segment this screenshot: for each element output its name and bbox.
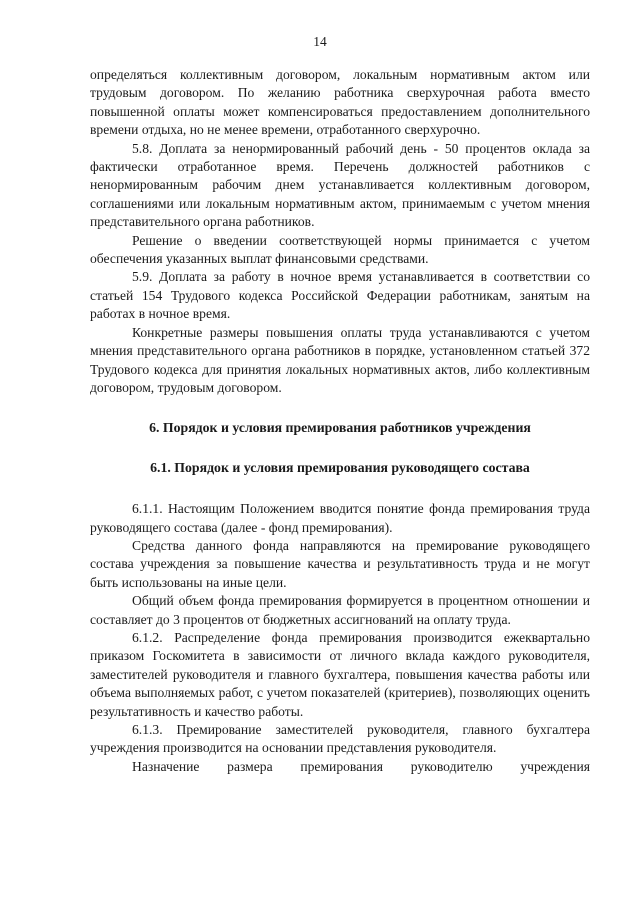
subsection-heading: 6.1. Порядок и условия премирования руководящего состава [150,459,530,475]
paragraph: Конкретные размеры повышения оплаты труда устанавливаются с учетом мнения представительного органа работников в порядке, установленном статьей 372 Трудового кодекса для принятия локальных нормативных актов, либо коллективным договором, трудовым договором. [90,324,590,395]
document-body [90,66,590,776]
paragraph: 6.1.2. Распределение фонда премирования производится ежеквартально приказом Госкомитета в зависимости от личного вклада каждого руководителя, заместителей руководителя и главного бухгалтера, повышения качества работы или объема выполняемых работ, с учетом показателей (критериев), позволяющих оценить результативность и качество работы. [90,629,590,719]
paragraph: 6.1.3. Премирование заместителей руководителя, главного бухгалтера учреждения производится на основании представления руководителя. [90,722,590,756]
paragraph: Средства данного фонда направляются на премирование руководящего состава учреждения за повышение качества и результативность труда и не могут быть использованы на иные цели. [90,537,590,590]
paragraph-group-bottom [90,500,590,776]
paragraph: Назначение размера премирования руководителю учреждения [132,758,590,774]
paragraph: определяться коллективным договором, локальным нормативным актом или трудовым договором. По желанию работника сверхурочная работа вместо повышенной оплаты может компенсироваться предоставлением дополнительного времени отдыха, но не менее времени, отработанного сверхурочно. [90,67,590,138]
page-number: 14 [313,34,327,49]
paragraph: 5.8. Доплата за ненормированный рабочий день - 50 процентов оклада за фактически отработанное время. Перечень должностей работников с ненормированным рабочим днем устанавливается коллективным договором, соглашениями или локальным нормативным актом, принимаемым с учетом мнения представительного органа работников. [90,140,590,230]
paragraph: 5.9. Доплата за работу в ночное время устанавливается в соответствии со статьей 154 Трудового кодекса Российской Федерации работникам, занятым на работах в ночное время. [90,269,590,322]
paragraph: Общий объем фонда премирования формируется в процентном отношении и составляет до 3 процентов от бюджетных ассигнований на оплату труда. [90,593,590,627]
section-heading: 6. Порядок и условия премирования работников учреждения [149,420,531,436]
paragraph: 6.1.1. Настоящим Положением вводится понятие фонда премирования труда руководящего состава (далее - фонд премирования). [90,501,590,535]
paragraph-group-top [90,66,590,397]
paragraph: Решение о введении соответствующей нормы принимается с учетом обеспечения указанных выплат финансовыми средствами. [90,232,590,267]
